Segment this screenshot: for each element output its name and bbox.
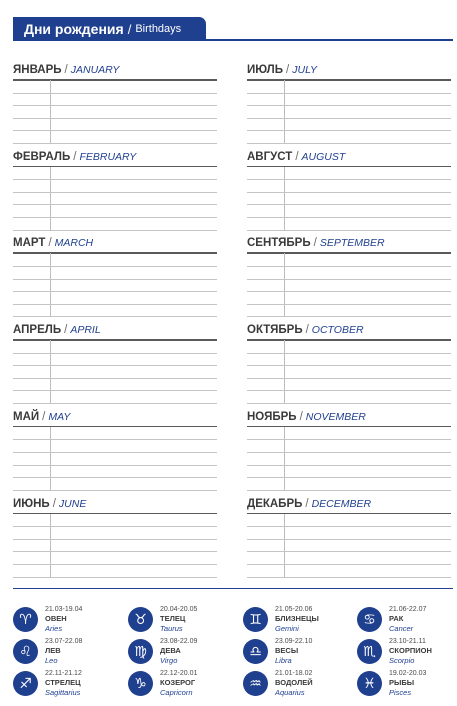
zodiac-name-ru: ДЕВА [160,646,181,655]
date-column-divider [50,167,51,230]
month-title [247,150,345,164]
month-separator: / [48,237,52,250]
zodiac-dates: 21.01-18.02 [275,670,313,677]
date-column-divider [284,253,285,316]
header-tab [13,17,206,41]
entry-line[interactable] [13,353,217,354]
entry-line[interactable] [13,105,217,106]
month-name-ru: АПРЕЛЬ [13,324,62,337]
zodiac-dates: 23.08-22.09 [160,638,198,645]
entry-line[interactable] [247,130,451,131]
month-name-en: OCTOBER [311,324,364,337]
month-name-ru: ИЮЛЬ [247,64,284,76]
month-name-en: MAY [48,410,71,423]
month-block-october [247,323,451,403]
pisces-icon: ♓︎ [357,671,382,696]
entry-line[interactable] [247,465,451,466]
month-separator: / [73,150,77,163]
zodiac-dates: 21.03-19.04 [45,606,83,613]
scorpio-icon: ♏︎ [357,639,382,664]
title-separator: / [127,21,132,37]
month-separator: / [313,237,317,250]
zodiac-name-ru: РАК [389,614,404,623]
month-block-august [247,150,451,230]
month-heading-rule [247,426,451,428]
month-name-en: APRIL [70,324,101,337]
entry-line[interactable] [247,93,451,94]
date-column-divider [284,80,285,143]
month-block-april [13,323,217,403]
zodiac-divider [13,588,453,589]
month-separator: / [64,64,68,76]
month-name-ru: СЕНТЯБРЬ [247,237,311,250]
zodiac-item-virgo [128,637,238,669]
entry-line[interactable] [13,526,217,527]
entry-line[interactable] [247,564,451,565]
month-name-ru: ЯНВАРЬ [13,64,62,76]
zodiac-dates: 20.04-20.05 [160,606,198,613]
month-name-ru: ДЕКАБРЬ [247,497,303,510]
entry-line[interactable] [13,564,217,565]
zodiac-name-en: Scorpio [389,656,415,665]
entry-line[interactable] [247,577,451,578]
month-separator: / [295,150,299,163]
entry-line[interactable] [247,179,451,180]
entry-line[interactable] [247,551,451,552]
page-title-ru: Дни рождения [24,21,124,37]
zodiac-name-en: Capricorn [160,688,193,697]
zodiac-dates: 22.11-21.12 [45,670,82,677]
zodiac-item-cancer [357,605,457,637]
entry-line[interactable] [13,304,217,305]
entry-line[interactable] [13,577,217,578]
date-column-divider [50,340,51,403]
month-block-november [247,410,451,490]
entry-line[interactable] [13,551,217,552]
month-name-ru: НОЯБРЬ [247,410,297,423]
entry-line[interactable] [13,316,217,317]
month-title [247,497,371,511]
entry-line[interactable] [13,365,217,366]
zodiac-dates: 19.02-20.03 [389,670,427,677]
entry-line[interactable] [13,390,217,391]
month-block-june [13,497,217,577]
month-title [13,323,101,337]
month-name-ru: МАРТ [13,237,46,250]
month-heading-rule [13,426,217,428]
date-column-divider [50,514,51,577]
entry-line[interactable] [247,266,451,267]
month-title [13,150,136,164]
month-name-en: SEPTEMBER [319,237,385,250]
entry-line[interactable] [247,378,451,379]
entry-line[interactable] [247,279,451,280]
zodiac-name-en: Libra [275,656,292,665]
zodiac-name-ru: ЛЕВ [45,646,61,655]
entry-line[interactable] [247,143,451,144]
month-heading-rule [13,79,217,81]
month-name-en: AUGUST [301,150,346,163]
month-separator: / [305,497,309,510]
entry-line[interactable] [247,217,451,218]
month-block-february [13,150,217,230]
month-separator: / [52,497,56,510]
entry-line[interactable] [247,452,451,453]
month-block-december [247,497,451,577]
gemini-icon: ♊︎ [243,607,268,632]
month-separator: / [305,324,309,337]
month-name-en: JULY [292,64,317,76]
month-heading-rule [13,339,217,341]
entry-line[interactable] [247,230,451,231]
date-column-divider [284,340,285,403]
page-title-en: Birthdays [135,23,182,35]
entry-line[interactable] [13,230,217,231]
zodiac-dates: 21.05-20.06 [275,606,313,613]
month-separator: / [286,64,290,76]
zodiac-item-leo [13,637,123,669]
month-heading-rule [13,252,217,254]
page-header [13,17,453,41]
date-column-divider [50,253,51,316]
month-name-ru: ИЮНЬ [13,497,50,510]
zodiac-item-pisces [357,669,457,701]
entry-line[interactable] [247,105,451,106]
zodiac-dates: 23.10-21.11 [389,638,426,645]
entry-line[interactable] [13,477,217,478]
cancer-icon: ♋︎ [357,607,382,632]
entry-line[interactable] [13,217,217,218]
entry-line[interactable] [13,403,217,404]
month-title [13,63,119,77]
entry-line[interactable] [247,439,451,440]
capricorn-icon: ♑︎ [128,671,153,696]
month-separator: / [42,410,46,423]
entry-line[interactable] [13,539,217,540]
date-column-divider [284,514,285,577]
aries-icon: ♈︎ [13,607,38,632]
entry-line[interactable] [247,390,451,391]
month-heading-rule [247,339,451,341]
zodiac-item-libra [243,637,353,669]
entry-line[interactable] [247,291,451,292]
month-block-september [247,236,451,316]
date-column-divider [284,167,285,230]
zodiac-name-ru: СКОРПИОН [389,646,432,655]
zodiac-name-ru: ВОДОЛЕЙ [275,678,313,687]
zodiac-name-ru: СТРЕЛЕЦ [45,678,81,687]
month-separator: / [64,324,68,337]
month-heading-rule [13,513,217,515]
zodiac-name-en: Aquarius [275,688,305,697]
entry-line[interactable] [13,130,217,131]
month-name-ru: АВГУСТ [247,150,293,163]
month-separator: / [299,410,303,423]
leo-icon: ♌︎ [13,639,38,664]
zodiac-name-en: Sagittarius [45,688,81,697]
month-name-ru: ОКТЯБРЬ [247,324,303,337]
entry-line[interactable] [247,204,451,205]
entry-line[interactable] [247,403,451,404]
taurus-icon: ♉︎ [128,607,153,632]
month-name-en: JUNE [58,497,87,510]
entry-line[interactable] [247,526,451,527]
zodiac-name-en: Taurus [160,624,183,633]
entry-line[interactable] [13,378,217,379]
zodiac-name-ru: КОЗЕРОГ [160,678,196,687]
month-heading-rule [247,513,451,515]
month-name-ru: МАЙ [13,410,40,423]
entry-line[interactable] [13,291,217,292]
zodiac-name-en: Leo [45,656,58,665]
month-block-july [247,63,451,143]
entry-line[interactable] [247,192,451,193]
zodiac-name-en: Aries [45,624,63,633]
zodiac-name-ru: БЛИЗНЕЦЫ [275,614,319,623]
zodiac-item-taurus [128,605,238,637]
entry-line[interactable] [13,93,217,94]
entry-line[interactable] [13,179,217,180]
entry-line[interactable] [13,439,217,440]
entry-line[interactable] [13,266,217,267]
zodiac-name-ru: ТЕЛЕЦ [160,614,186,623]
month-heading-rule [247,79,451,81]
month-title [247,63,317,77]
entry-line[interactable] [247,304,451,305]
sagittarius-icon: ♐︎ [13,671,38,696]
entry-line[interactable] [13,465,217,466]
month-name-en: NOVEMBER [305,410,366,423]
zodiac-item-scorpio [357,637,457,669]
entry-line[interactable] [13,279,217,280]
date-column-divider [50,427,51,490]
zodiac-name-en: Gemini [275,624,299,633]
zodiac-name-ru: РЫБЫ [389,678,415,687]
zodiac-name-en: Virgo [160,656,178,665]
month-title [13,497,86,511]
aquarius-icon: ♒︎ [243,671,268,696]
month-block-january [13,63,217,143]
month-block-may [13,410,217,490]
zodiac-item-aries [13,605,123,637]
date-column-divider [284,427,285,490]
zodiac-item-aquarius [243,669,353,701]
month-name-en: DECEMBER [311,497,372,510]
entry-line[interactable] [13,118,217,119]
entry-line[interactable] [13,452,217,453]
entry-line[interactable] [247,118,451,119]
zodiac-dates: 23.07-22.08 [45,638,83,645]
zodiac-dates: 21.06-22.07 [389,606,427,613]
month-title [13,236,93,250]
month-heading-rule [247,166,451,168]
zodiac-dates: 22.12-20.01 [160,670,198,677]
month-title [13,410,70,424]
month-name-ru: ФЕВРАЛЬ [13,150,71,163]
month-title [247,236,385,250]
entry-line[interactable] [247,490,451,491]
entry-line[interactable] [13,143,217,144]
entry-line[interactable] [247,316,451,317]
month-heading-rule [247,252,451,254]
entry-line[interactable] [13,204,217,205]
zodiac-item-sagittarius [13,669,123,701]
zodiac-item-capricorn [128,669,238,701]
zodiac-item-gemini [243,605,353,637]
date-column-divider [50,80,51,143]
virgo-icon: ♍︎ [128,639,153,664]
entry-line[interactable] [247,353,451,354]
entry-line[interactable] [247,539,451,540]
entry-line[interactable] [247,365,451,366]
month-name-en: JANUARY [70,64,120,76]
entry-line[interactable] [13,192,217,193]
zodiac-name-ru: ВЕСЫ [275,646,299,655]
zodiac-dates: 23.09-22.10 [275,638,313,645]
libra-icon: ♎︎ [243,639,268,664]
month-name-en: FEBRUARY [79,150,137,163]
entry-line[interactable] [247,477,451,478]
month-name-en: MARCH [54,237,94,250]
zodiac-name-en: Cancer [389,624,414,633]
month-title [247,410,366,424]
month-heading-rule [13,166,217,168]
header-underline [13,39,453,41]
month-title [247,323,364,337]
entry-line[interactable] [13,490,217,491]
zodiac-name-en: Pisces [389,688,412,697]
month-block-march [13,236,217,316]
zodiac-name-ru: ОВЕН [45,614,67,623]
